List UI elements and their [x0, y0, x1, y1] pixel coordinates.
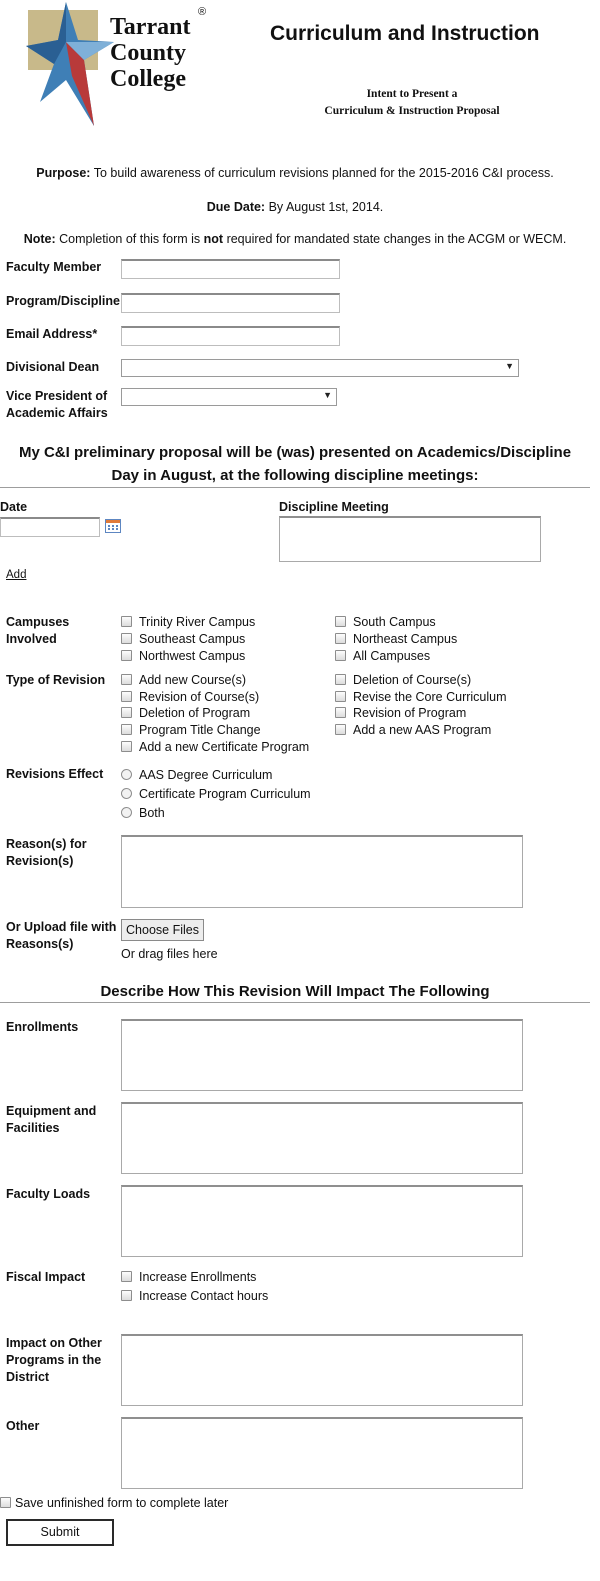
checkbox-icon[interactable]: [335, 724, 346, 735]
enrollments-label: Enrollments: [6, 1020, 79, 1034]
other-label: Other: [6, 1419, 40, 1433]
checkbox-icon[interactable]: [0, 1497, 11, 1508]
revision-type-option[interactable]: [121, 672, 246, 688]
date-label: Date: [0, 500, 28, 514]
revisions-effect-option[interactable]: [121, 767, 272, 783]
dropdown-arrow-icon: ▼: [323, 390, 332, 400]
page-subtitle: [300, 86, 524, 120]
subtitle-line-1: Intent to Present a: [366, 88, 458, 100]
checkbox-icon[interactable]: [121, 691, 132, 702]
reasons-textarea[interactable]: [121, 835, 523, 908]
checkbox-icon[interactable]: [335, 674, 346, 685]
revisions-effect-option-label: AAS Degree Curriculum: [139, 768, 273, 782]
calendar-icon[interactable]: [105, 519, 121, 533]
revisions-effect-option[interactable]: [121, 805, 165, 821]
revision-type-option[interactable]: [335, 705, 466, 721]
drag-files-hint: Or drag files here: [121, 947, 218, 961]
section-divider: [0, 487, 590, 488]
add-meeting-link[interactable]: Add: [6, 569, 27, 581]
upload-label-line-2: Reasons(s): [6, 937, 74, 951]
checkbox-icon[interactable]: [121, 1271, 132, 1282]
campus-option-label: South Campus: [353, 615, 436, 629]
divisional-dean-select[interactable]: [121, 359, 519, 377]
logo-line-3: College: [110, 66, 186, 92]
checkbox-icon[interactable]: [121, 741, 132, 752]
reasons-label-line-2: Revision(s): [6, 854, 74, 868]
revision-type-option[interactable]: [121, 689, 259, 705]
note-text-not: not: [203, 232, 224, 246]
campus-option[interactable]: [121, 614, 255, 630]
note-label: Note:: [23, 232, 56, 246]
purpose-label: Purpose:: [36, 166, 91, 180]
vp-label: [6, 388, 108, 422]
campus-option[interactable]: [335, 648, 430, 664]
faculty-member-input[interactable]: [121, 259, 340, 279]
checkbox-icon[interactable]: [121, 724, 132, 735]
revision-type-option-label: Revise the Core Curriculum: [353, 690, 507, 704]
other-programs-label: [6, 1335, 102, 1386]
logo-wordmark: [110, 14, 190, 92]
fiscal-impact-option[interactable]: [121, 1288, 268, 1304]
checkbox-icon[interactable]: [335, 616, 346, 627]
due-date-line: [0, 200, 590, 214]
subtitle-line-2: Curriculum & Instruction Proposal: [324, 105, 500, 117]
revision-type-option-label: Deletion of Course(s): [353, 673, 472, 687]
revision-type-label: Type of Revision: [6, 673, 106, 687]
revisions-effect-option-label: Certificate Program Curriculum: [139, 787, 311, 801]
checkbox-icon[interactable]: [121, 650, 132, 661]
email-label: Email Address: [6, 327, 93, 341]
impact-heading: Describe How This Revision Will Impact The Following: [100, 983, 490, 1000]
checkbox-icon[interactable]: [335, 691, 346, 702]
section-divider: [0, 1002, 590, 1003]
revision-type-option[interactable]: [121, 705, 250, 721]
vp-label-line-2: Academic Affairs: [6, 406, 108, 420]
dropdown-arrow-icon: ▼: [505, 361, 514, 371]
campus-option[interactable]: [335, 631, 457, 647]
faculty-loads-textarea[interactable]: [121, 1185, 523, 1257]
registered-mark: ®: [198, 6, 207, 18]
revisions-effect-option[interactable]: [121, 786, 311, 802]
revision-type-option-label: Deletion of Program: [139, 706, 251, 720]
revision-type-option[interactable]: [335, 722, 491, 738]
logo-line-1: Tarrant: [110, 14, 191, 40]
discipline-meeting-label: Discipline Meeting: [279, 500, 389, 514]
checkbox-icon[interactable]: [121, 1290, 132, 1301]
upload-label-line-1: Or Upload file with: [6, 920, 117, 934]
reasons-label: [6, 836, 87, 870]
equipment-label-line-1: Equipment and: [6, 1104, 97, 1118]
revision-type-option-label: Add a new AAS Program: [353, 723, 492, 737]
enrollments-textarea[interactable]: [121, 1019, 523, 1091]
checkbox-icon[interactable]: [335, 707, 346, 718]
campus-option-label: All Campuses: [353, 649, 431, 663]
campuses-label-line-2: Involved: [6, 632, 57, 646]
meetings-heading-line-1: My C&I preliminary proposal will be (was) presented on Academics/Discipline: [18, 444, 572, 461]
divisional-dean-label: Divisional Dean: [6, 360, 100, 374]
note-text-a: Completion of this form is: [59, 232, 201, 246]
reasons-label-line-1: Reason(s) for: [6, 837, 87, 851]
vp-label-line-1: Vice President of: [6, 389, 108, 403]
fiscal-impact-label: Fiscal Impact: [6, 1270, 86, 1284]
radio-icon[interactable]: [121, 788, 132, 799]
meetings-heading-line-2: Day in August, at the following discipline meetings:: [111, 467, 479, 484]
discipline-meeting-textarea[interactable]: [279, 516, 541, 562]
purpose-text: To build awareness of curriculum revisions planned for the 2015-2016 C&I process.: [93, 166, 554, 180]
logo-line-2: County: [110, 40, 187, 66]
save-later-option[interactable]: [0, 1495, 228, 1511]
other-textarea[interactable]: [121, 1417, 523, 1489]
faculty-member-label: Faculty Member: [6, 260, 102, 274]
fiscal-impact-option-label: Increase Contact hours: [139, 1289, 269, 1303]
equipment-label-line-2: Facilities: [6, 1121, 60, 1135]
revision-type-option-label: Add new Course(s): [139, 673, 246, 687]
checkbox-icon[interactable]: [121, 616, 132, 627]
campus-option[interactable]: [335, 614, 436, 630]
calendar-grid-icon: [106, 520, 120, 532]
other-programs-label-line-2: Programs in the: [6, 1353, 102, 1367]
upload-label: [6, 919, 116, 953]
program-discipline-input[interactable]: [121, 293, 340, 313]
revision-type-option[interactable]: [121, 739, 309, 755]
due-date-label: Due Date:: [206, 200, 266, 214]
revision-type-option-label: Add a new Certificate Program: [139, 740, 310, 754]
purpose-line: [0, 166, 590, 180]
revision-type-option-label: Revision of Program: [353, 706, 467, 720]
campus-option[interactable]: [121, 631, 245, 647]
revision-type-option[interactable]: [335, 689, 507, 705]
faculty-loads-label: Faculty Loads: [6, 1187, 91, 1201]
fiscal-impact-option-label: Increase Enrollments: [139, 1270, 257, 1284]
campus-option-label: Northeast Campus: [353, 632, 458, 646]
revision-type-option[interactable]: [335, 672, 471, 688]
revision-type-option-label: Program Title Change: [139, 723, 261, 737]
checkbox-icon[interactable]: [121, 674, 132, 685]
revisions-effect-label: Revisions Effect: [6, 767, 104, 781]
save-later-label: Save unfinished form to complete later: [15, 1496, 229, 1510]
revision-type-option-label: Revision of Course(s): [139, 690, 260, 704]
revision-type-option[interactable]: [121, 722, 261, 738]
submit-button[interactable]: Submit: [6, 1519, 114, 1546]
campuses-label: [6, 614, 69, 648]
radio-icon[interactable]: [121, 769, 132, 780]
other-programs-label-line-1: Impact on Other: [6, 1336, 102, 1350]
campus-option-label: Northwest Campus: [139, 649, 246, 663]
checkbox-icon[interactable]: [335, 633, 346, 644]
required-mark: *: [92, 327, 98, 341]
equipment-textarea[interactable]: [121, 1102, 523, 1174]
checkbox-icon[interactable]: [335, 650, 346, 661]
campus-option-label: Southeast Campus: [139, 632, 246, 646]
other-programs-label-line-3: District: [6, 1370, 50, 1384]
revisions-effect-option-label: Both: [139, 806, 165, 820]
choose-files-button[interactable]: Choose Files: [121, 919, 204, 941]
fiscal-impact-option[interactable]: [121, 1269, 256, 1285]
campus-option[interactable]: [121, 648, 245, 664]
checkbox-icon[interactable]: [121, 707, 132, 718]
equipment-label: [6, 1103, 96, 1137]
due-date-text: By August 1st, 2014.: [268, 200, 384, 214]
radio-icon[interactable]: [121, 807, 132, 818]
vp-select[interactable]: [121, 388, 337, 406]
star-logo-icon: [26, 2, 116, 130]
checkbox-icon[interactable]: [121, 633, 132, 644]
note-text-b: required for mandated state changes in the ACGM or WECM.: [226, 232, 567, 246]
email-label-wrap: [6, 326, 97, 343]
note-line: [0, 232, 590, 246]
program-discipline-label: Program/Discipline: [6, 294, 120, 308]
email-input[interactable]: [121, 326, 340, 346]
campuses-label-line-1: Campuses: [6, 615, 70, 629]
date-input[interactable]: [0, 517, 100, 537]
other-programs-textarea[interactable]: [121, 1334, 523, 1406]
page-title: Curriculum and Instruction: [270, 22, 540, 45]
campus-option-label: Trinity River Campus: [139, 615, 256, 629]
meetings-heading: [0, 441, 590, 487]
